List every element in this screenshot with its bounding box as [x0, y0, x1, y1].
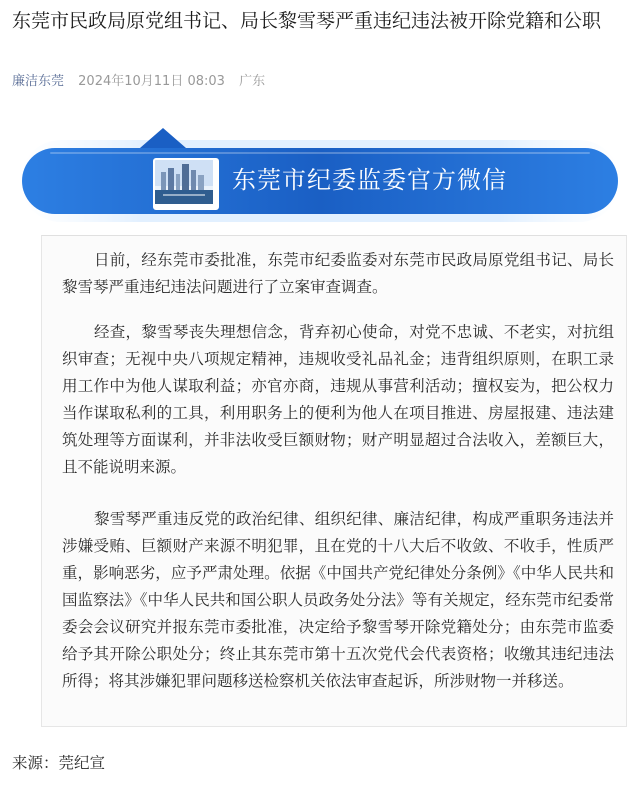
official-wechat-banner: [20, 128, 620, 228]
article-source: 来源：莞纪宣: [12, 754, 106, 772]
paragraph-intro: 日前，经东莞市委批准，东莞市纪委监委对东莞市民政局原党组书记、局长黎雪琴严重违纪违法问题进行了立案审查调查。: [62, 251, 614, 296]
publish-date: 2024年10月11日 08:03: [78, 74, 225, 89]
paragraph-decision: 黎雪琴严重违反党的政治纪律、组织纪律、廉洁纪律，构成严重职务违法并涉嫌受贿、巨额财产来源不明犯罪，且在党的十八大后不收敛、不收手，性质严重，影响恶劣，应予严肃处理。依据《中国共产党纪律处分条例》《中华人民共和国监察法》《中华人民共和国公职人员政务处分法》等有关规定，经东莞市纪委常委会会议研究并报东莞市委批准，决定给予黎雪琴开除党籍处分；由东莞市监委给予其开除公职处分；终止其东莞市第十五次党代会代表资格；收缴其违纪违法所得；将其涉嫌犯罪问题移送检察机关依法审查起诉，所涉财物一并移送。: [62, 510, 614, 690]
article-title: 东莞市民政局原党组书记、局长黎雪琴严重违纪违法被开除党籍和公职: [12, 10, 602, 32]
account-name-link[interactable]: 廉洁东莞: [12, 74, 65, 89]
article-body: [41, 235, 627, 727]
article-meta: [12, 72, 265, 92]
banner-title: 东莞市纪委监委官方微信: [232, 166, 507, 194]
publish-location: 广东: [239, 74, 266, 89]
paragraph-findings: 经查，黎雪琴丧失理想信念，背弃初心使命，对党不忠诚、不老实，对抗组织审查；无视中央八项规定精神，违规收受礼品礼金；违背组织原则，在职工录用工作中为他人谋取利益；亦官亦商，违规从事营利活动；擅权妄为，把公权力当作谋取私利的工具，利用职务上的便利为他人在项目推进、房屋报建、违法建筑处理等方面谋利，并非法收受巨额财物；财产明显超过合法收入，差额巨大，且不能说明来源。: [62, 323, 614, 476]
city-skyline-logo-icon: [153, 158, 219, 210]
